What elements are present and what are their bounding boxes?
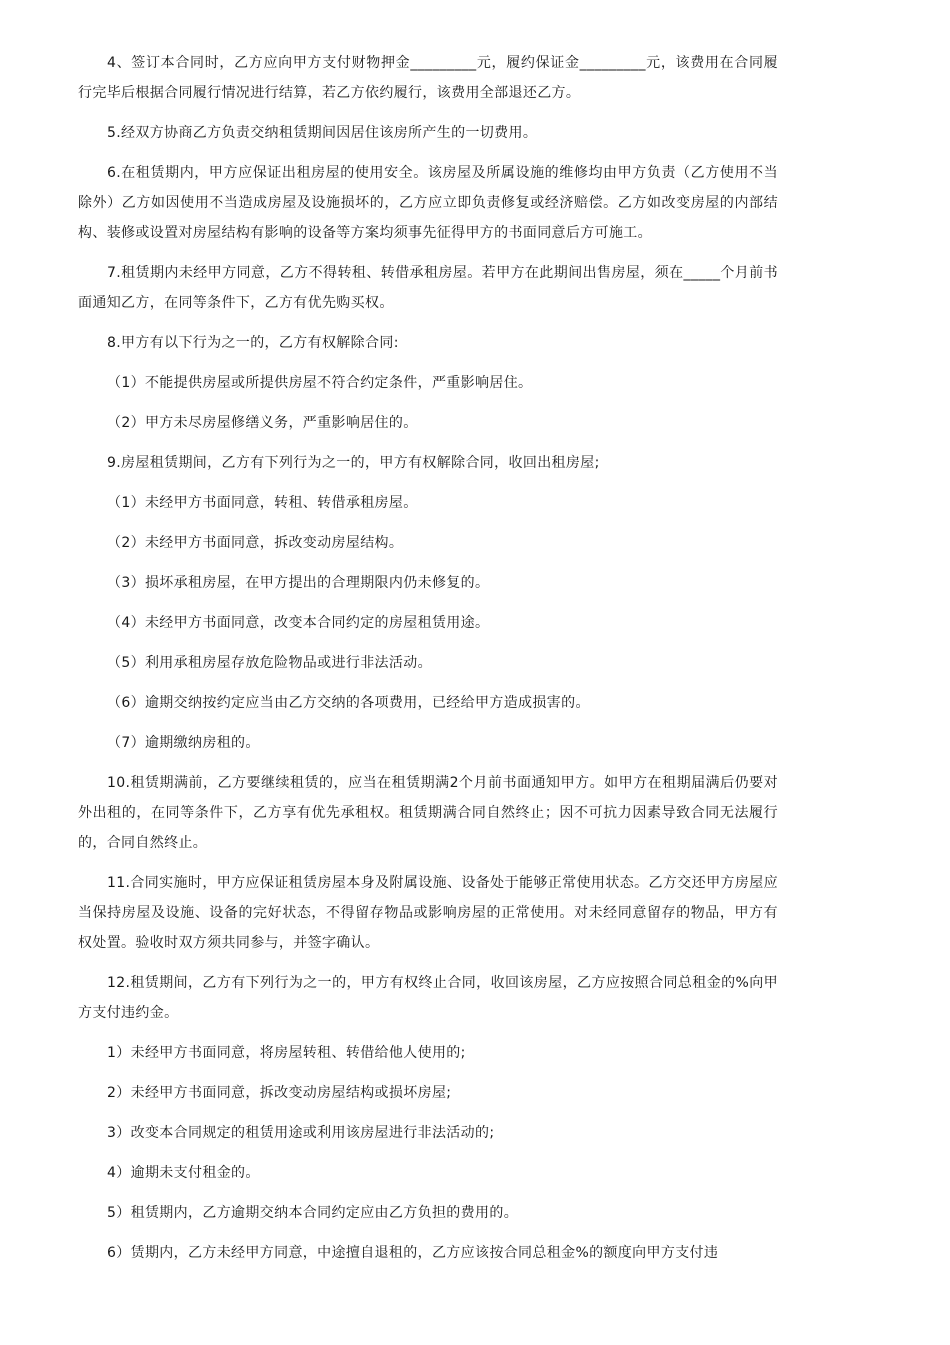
clause-4: 4、签订本合同时，乙方应向甲方支付财物押金_________元，履约保证金_________元，该费用在合同履行完毕后根据合同履行情况进行结算，若乙方依约履行，该费用全部退还乙方。 <box>78 55 778 101</box>
clause-9-item-5: （5）利用承租房屋存放危险物品或进行非法活动。 <box>107 655 432 671</box>
clause-9-item-4: （4）未经甲方书面同意，改变本合同约定的房屋租赁用途。 <box>107 615 490 631</box>
clause-9-item-6: （6）逾期交纳按约定应当由乙方交纳的各项费用，已经给甲方造成损害的。 <box>107 695 590 711</box>
clause-8: 8.甲方有以下行为之一的，乙方有权解除合同: <box>107 335 399 351</box>
clause-9: 9.房屋租赁期间，乙方有下列行为之一的，甲方有权解除合同，收回出租房屋; <box>107 455 600 471</box>
document-page <box>78 48 778 1278</box>
clause-12-item-5: 5）租赁期内，乙方逾期交纳本合同约定应由乙方负担的费用的。 <box>107 1205 519 1221</box>
clause-9-item-3: （3）损坏承租房屋，在甲方提出的合理期限内仍未修复的。 <box>107 575 490 591</box>
clause-9-item-1: （1）未经甲方书面同意，转租、转借承租房屋。 <box>107 495 418 511</box>
clause-7: 7.租赁期内未经甲方同意，乙方不得转租、转借承租房屋。若甲方在此期间出售房屋，须在_____个月前书面通知乙方，在同等条件下，乙方有优先购买权。 <box>78 265 778 311</box>
clause-12-item-3: 3）改变本合同规定的租赁用途或利用该房屋进行非法活动的; <box>107 1125 495 1141</box>
clause-12-item-6: 6）赁期内，乙方未经甲方同意，中途擅自退租的，乙方应该按合同总租金%的额度向甲方支付违 <box>107 1245 719 1261</box>
clause-6: 6.在租赁期内，甲方应保证出租房屋的使用安全。该房屋及所属设施的维修均由甲方负责（乙方使用不当除外）乙方如因使用不当造成房屋及设施损坏的，乙方应立即负责修复或经济赔偿。乙方如改变房屋的内部结构、装修或设置对房屋结构有影响的设备等方案均须事先征得甲方的书面同意后方可施工。 <box>78 165 778 241</box>
clause-12-item-2: 2）未经甲方书面同意，拆改变动房屋结构或损坏房屋; <box>107 1085 452 1101</box>
clause-10: 10.租赁期满前，乙方要继续租赁的，应当在租赁期满2个月前书面通知甲方。如甲方在租期届满后仍要对外出租的，在同等条件下，乙方享有优先承租权。租赁期满合同自然终止；因不可抗力因素导致合同无法履行的，合同自然终止。 <box>78 775 778 851</box>
clause-8-item-1: （1）不能提供房屋或所提供房屋不符合约定条件，严重影响居住。 <box>107 375 533 391</box>
clause-12-item-4: 4）逾期未支付租金的。 <box>107 1165 260 1181</box>
clause-12-item-1: 1）未经甲方书面同意，将房屋转租、转借给他人使用的; <box>107 1045 466 1061</box>
clause-9-item-7: （7）逾期缴纳房租的。 <box>107 735 260 751</box>
clause-9-item-2: （2）未经甲方书面同意，拆改变动房屋结构。 <box>107 535 404 551</box>
clause-11: 11.合同实施时，甲方应保证租赁房屋本身及附属设施、设备处于能够正常使用状态。乙方交还甲方房屋应当保持房屋及设施、设备的完好状态，不得留存物品或影响房屋的正常使用。对未经同意留存的物品，甲方有权处置。验收时双方须共同参与，并签字确认。 <box>78 875 778 951</box>
clause-8-item-2: （2）甲方未尽房屋修缮义务，严重影响居住的。 <box>107 415 418 431</box>
clause-5: 5.经双方协商乙方负责交纳租赁期间因居住该房所产生的一切费用。 <box>107 125 538 141</box>
clause-12: 12.租赁期间，乙方有下列行为之一的，甲方有权终止合同，收回该房屋，乙方应按照合同总租金的%向甲方支付违约金。 <box>78 975 778 1021</box>
